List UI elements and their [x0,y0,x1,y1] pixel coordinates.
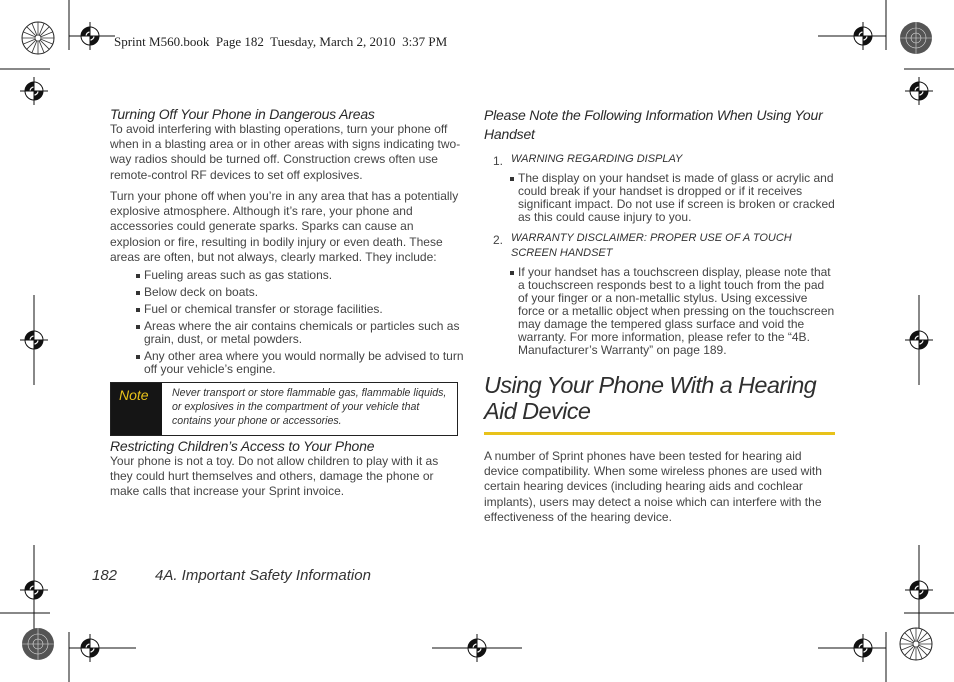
print-slug [114,34,447,50]
note-box [110,382,458,436]
slug-page: Page 182 [215,34,264,49]
para-hearing-aid: A number of Sprint phones have been tested for hearing aid device compatibility. When some wireless phones are used with certain hearing devices (including hearing aids and cochlear implants), users may detect a noise which can interfere with the effectiveness of the hearing device. [484,449,822,524]
slug-book: Sprint M560.book [114,34,210,49]
list-item: Areas where the air contains chemicals or particles such as grain, dust, or metal powders. [135,320,465,346]
section-name: 4A. Important Safety Information [155,567,371,584]
list-item: Any other area where you would normally be advised to turn off your vehicle’s engine. [135,350,465,376]
list-item: Fueling areas such as gas stations. [135,269,465,282]
slug-date: Tuesday, March 2, 2010 [270,34,396,49]
item-number: 2. [493,233,504,247]
para-explosive: Turn your phone off when you’re in any area that has a potentially explosive atmosphere. Although it’s rare, your phone and accessories could generate sparks. Sparks can cause an explosion or fire, resulting in bodily injury or even death. These areas are often, but not always, clearly marked. They include: [110,189,459,264]
slug-time: 3:37 PM [402,34,448,49]
heading-handset-info: Please Note the Following Information When Using Your Handset [484,107,823,142]
heading-dangerous-areas: Turning Off Your Phone in Dangerous Areas [110,106,375,122]
page-number: 182 [92,567,118,584]
hazard-list [135,269,465,379]
section-title: Using Your Phone With a Hearing Aid Device [484,372,817,424]
item-2-number [493,231,503,249]
item-2-bullets [509,266,835,360]
list-item: The display on your handset is made of glass or acrylic and could break if your handset is dropped or if it receives significant impact. Do not use if screen is broken or cracked as this could cause injury to you. [509,172,835,224]
item-number: 1. [493,154,504,168]
para-children: Your phone is not a toy. Do not allow children to play with it as they could hurt themselves and others, damage the phone or make calls that increase your Sprint invoice. [110,454,439,499]
list-item: Below deck on boats. [135,286,465,299]
note-text: Never transport or store flammable gas, flammable liquids, or explosives in the compartment of your vehicle that contains your phone or accessories. [172,387,447,427]
list-item: If your handset has a touchscreen display, please note that a touchscreen responds best to a light touch from the pad of your finger or a non-metallic stylus. Using excessive force or a metallic object when pressing on the touchscreen may damage the tempered glass surface and void the warranty. For more information, please refer to the “4B. Manufacturer’s Warranty” on page 189. [509,266,835,357]
list-item: Fuel or chemical transfer or storage facilities. [135,303,465,316]
item-1-number [493,152,503,170]
note-tab [111,383,162,435]
heading-children: Restricting Children’s Access to Your Phone [110,438,375,454]
item-2-title: WARRANTY DISCLAIMER: PROPER USE OF A TOUCH SCREEN HANDSET [511,232,792,259]
item-1-title: WARNING REGARDING DISPLAY [511,153,683,165]
note-label: Note [119,387,149,403]
para-blasting: To avoid interfering with blasting operations, turn your phone off when in a blasting area or in other areas with signs indicating two-way radios should be turned off. Construction crews often use remote-control RF devices to set off explosives. [110,122,461,182]
item-1-bullets [509,172,835,227]
title-rule [484,432,835,435]
